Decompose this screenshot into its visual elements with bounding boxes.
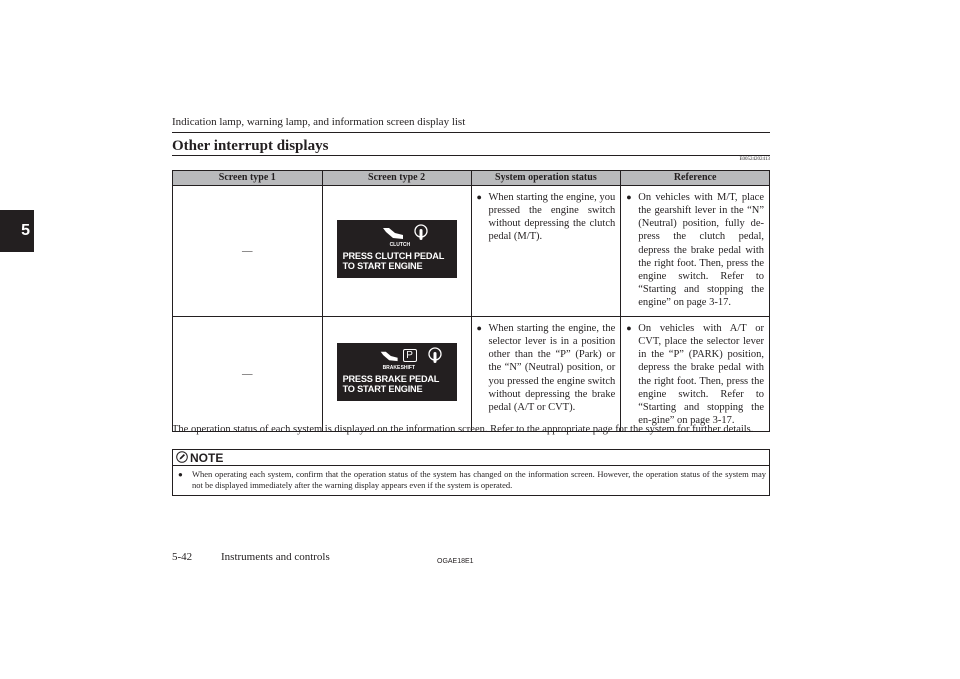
system-status-text: When starting the engine, you pressed the engine switch without depressing the clutch pedal (M/T). bbox=[488, 192, 616, 243]
brake-warning-screen bbox=[337, 343, 457, 401]
reference-text: On vehicles with A/T or CVT, place the selector lever in the “P” (PARK) position, depress the brake pedal with the right foot. Then, press the engine switch. Refer to “Starting and stopping the en-gine” on page 3-17. bbox=[638, 323, 764, 426]
section-code: E00524202413 bbox=[739, 157, 770, 162]
bullet-icon: ● bbox=[476, 192, 482, 202]
foot-pedal-icon bbox=[379, 349, 401, 363]
document-id: OGAE18E1 bbox=[437, 558, 474, 565]
bullet-icon: ● bbox=[626, 192, 632, 202]
bullet-icon: ● bbox=[476, 323, 482, 333]
reference-cell bbox=[621, 186, 770, 317]
section-title: Other interrupt displays bbox=[172, 138, 329, 154]
bullet-icon: ● bbox=[178, 470, 183, 479]
press-button-icon bbox=[413, 224, 429, 242]
note-text: When operating each system, confirm that the operation status of the system has changed on the information screen. However, the operation status of the system may not be displayed immediately after the warning display appears even if the system is operated. bbox=[192, 469, 766, 491]
chapter-tab: 5 bbox=[0, 210, 34, 252]
page-number: 5-42 bbox=[172, 551, 193, 563]
system-status-cell bbox=[471, 186, 621, 317]
running-header: Indication lamp, warning lamp, and information screen display list bbox=[172, 116, 466, 128]
park-position-icon: P bbox=[403, 349, 417, 362]
header-screen-type-2: Screen type 2 bbox=[322, 171, 471, 186]
table-row bbox=[173, 317, 770, 432]
screen-type-1-cell: — bbox=[173, 317, 323, 432]
screen-type-1-cell: — bbox=[173, 186, 323, 317]
screen-message bbox=[343, 374, 440, 395]
screen-type-2-cell bbox=[322, 317, 471, 432]
screen-message-line-1: PRESS BRAKE PEDAL bbox=[342, 373, 440, 384]
header-reference: Reference bbox=[621, 171, 770, 186]
header-rule bbox=[172, 132, 770, 133]
header-system-status: System operation status bbox=[471, 171, 621, 186]
note-label: NOTE bbox=[190, 451, 224, 465]
note-pencil-icon bbox=[176, 451, 188, 463]
press-button-icon bbox=[427, 347, 443, 365]
note-item bbox=[178, 469, 766, 491]
screen-message-line-2: TO START ENGINE bbox=[342, 261, 423, 272]
note-header bbox=[172, 449, 770, 465]
chapter-name: Instruments and controls bbox=[221, 551, 330, 563]
clutch-warning-screen bbox=[337, 220, 457, 278]
header-screen-type-1: Screen type 1 bbox=[173, 171, 323, 186]
body-paragraph: The operation status of each system is displayed on the information screen. Refer to the appropriate page for the system for further details. bbox=[172, 424, 754, 435]
shift-icon-label: SHIFT bbox=[400, 364, 416, 371]
bullet-icon: ● bbox=[626, 323, 632, 333]
system-status-cell bbox=[471, 317, 621, 432]
screen-type-2-cell bbox=[322, 186, 471, 317]
screen-message-line-2: TO START ENGINE bbox=[342, 384, 423, 395]
system-status-text: When starting the engine, the selector lever is in a position other than the “P” (Park) or the “N” (Neutral) position, or you pressed the engine switch without depressing the brake pedal (A/T or CVT). bbox=[488, 323, 616, 413]
title-rule bbox=[172, 155, 770, 156]
brake-icon-label: BRAKE bbox=[382, 364, 401, 371]
foot-pedal-icon bbox=[381, 225, 407, 241]
screen-message bbox=[343, 251, 445, 272]
table-row bbox=[173, 186, 770, 317]
reference-cell bbox=[621, 317, 770, 432]
interrupt-display-table bbox=[172, 170, 770, 432]
clutch-icon-label: CLUTCH bbox=[389, 241, 411, 248]
reference-text: On vehicles with M/T, place the gearshift lever in the “N” (Neutral) position, fully de-press the clutch pedal, depress the brake pedal with the right foot. Then, press the engine switch. Refer to “Starting and stopping the engine” on page 3-17. bbox=[638, 192, 764, 308]
screen-message-line-1: PRESS CLUTCH PEDAL bbox=[342, 250, 445, 261]
